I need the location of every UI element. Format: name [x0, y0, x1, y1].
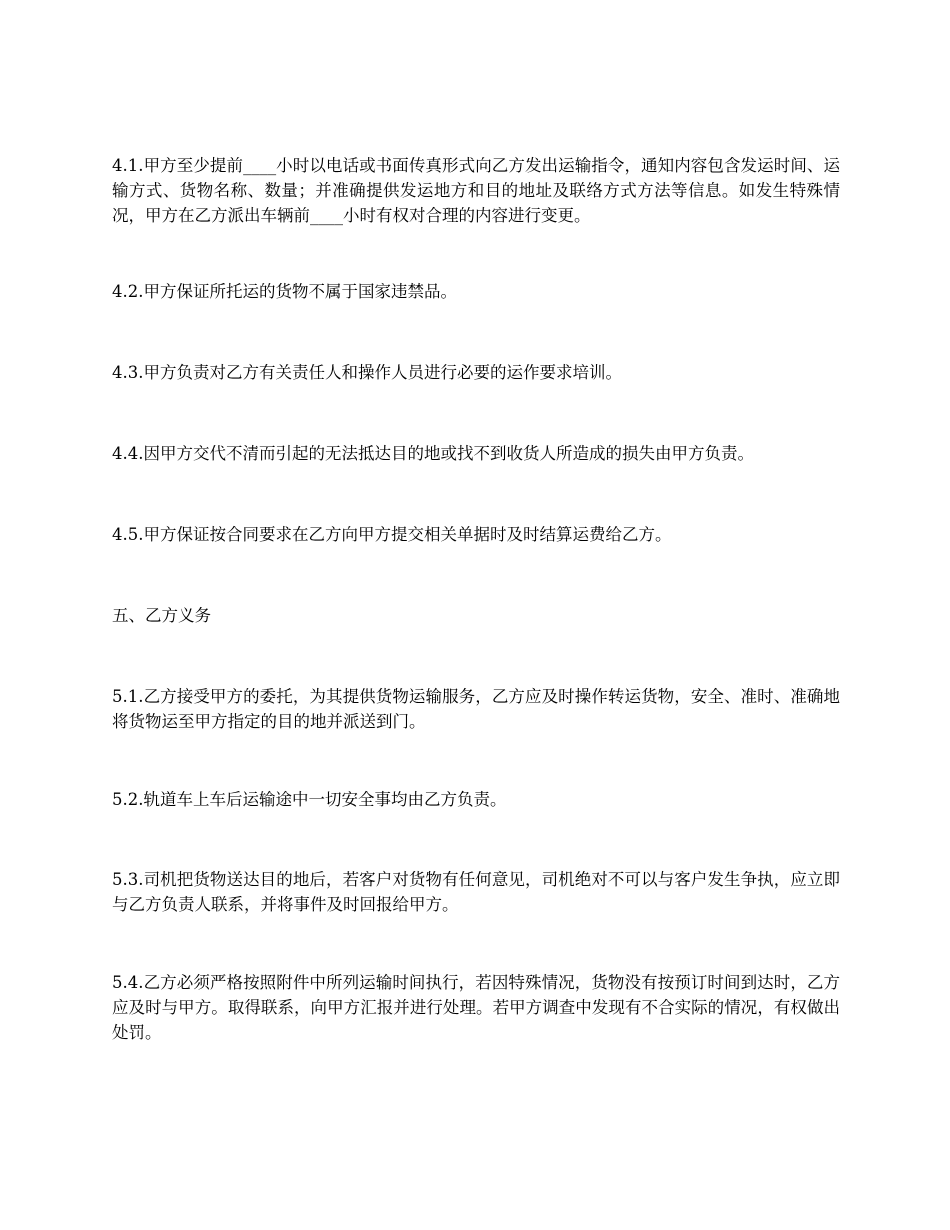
clause-5-2: 5.2.轨道车上车后运输途中一切安全事均由乙方负责。: [112, 790, 507, 809]
clause-5-1: 5.1.乙方接受甲方的委托，为其提供货物运输服务，乙方应及时操作转运货物，安全、准时、准确地将货物运至甲方指定的目的地并派送到门。: [112, 687, 840, 731]
clause-5-3: 5.3.司机把货物送达目的地后，若客户对货物有任何意见，司机绝对不可以与客户发生争执，应立即与乙方负责人联系，并将事件及时回报给甲方。: [112, 870, 840, 914]
clause-4-2: 4.2.甲方保证所托运的货物不属于国家违禁品。: [112, 282, 457, 301]
clause-4-3: 4.3.甲方负责对乙方有关责任人和操作人员进行必要的运作要求培训。: [112, 363, 622, 382]
section-5-heading: 五、乙方义务: [112, 606, 211, 625]
clause-4-5: 4.5.甲方保证按合同要求在乙方向甲方提交相关单据时及时结算运费给乙方。: [112, 525, 672, 544]
clause-4-4: 4.4.因甲方交代不清而引起的无法抵达目的地或找不到收货人所造成的损失由甲方负责。: [112, 444, 754, 463]
clause-4-1: 4.1.甲方至少提前____小时以电话或书面传真形式向乙方发出运输指令，通知内容包含发运时间、运输方式、货物名称、数量；并准确提供发运地方和目的地址及联络方式方法等信息。如发生特殊情况，甲方在乙方派出车辆前____小时有权对合理的内容进行变更。: [112, 156, 840, 225]
clause-5-4: 5.4.乙方必须严格按照附件中所列运输时间执行，若因特殊情况，货物没有按预订时间到达时，乙方应及时与甲方。取得联系，向甲方汇报并进行处理。若甲方调查中发现有不合实际的情况，有权做出处罚。: [112, 973, 840, 1042]
